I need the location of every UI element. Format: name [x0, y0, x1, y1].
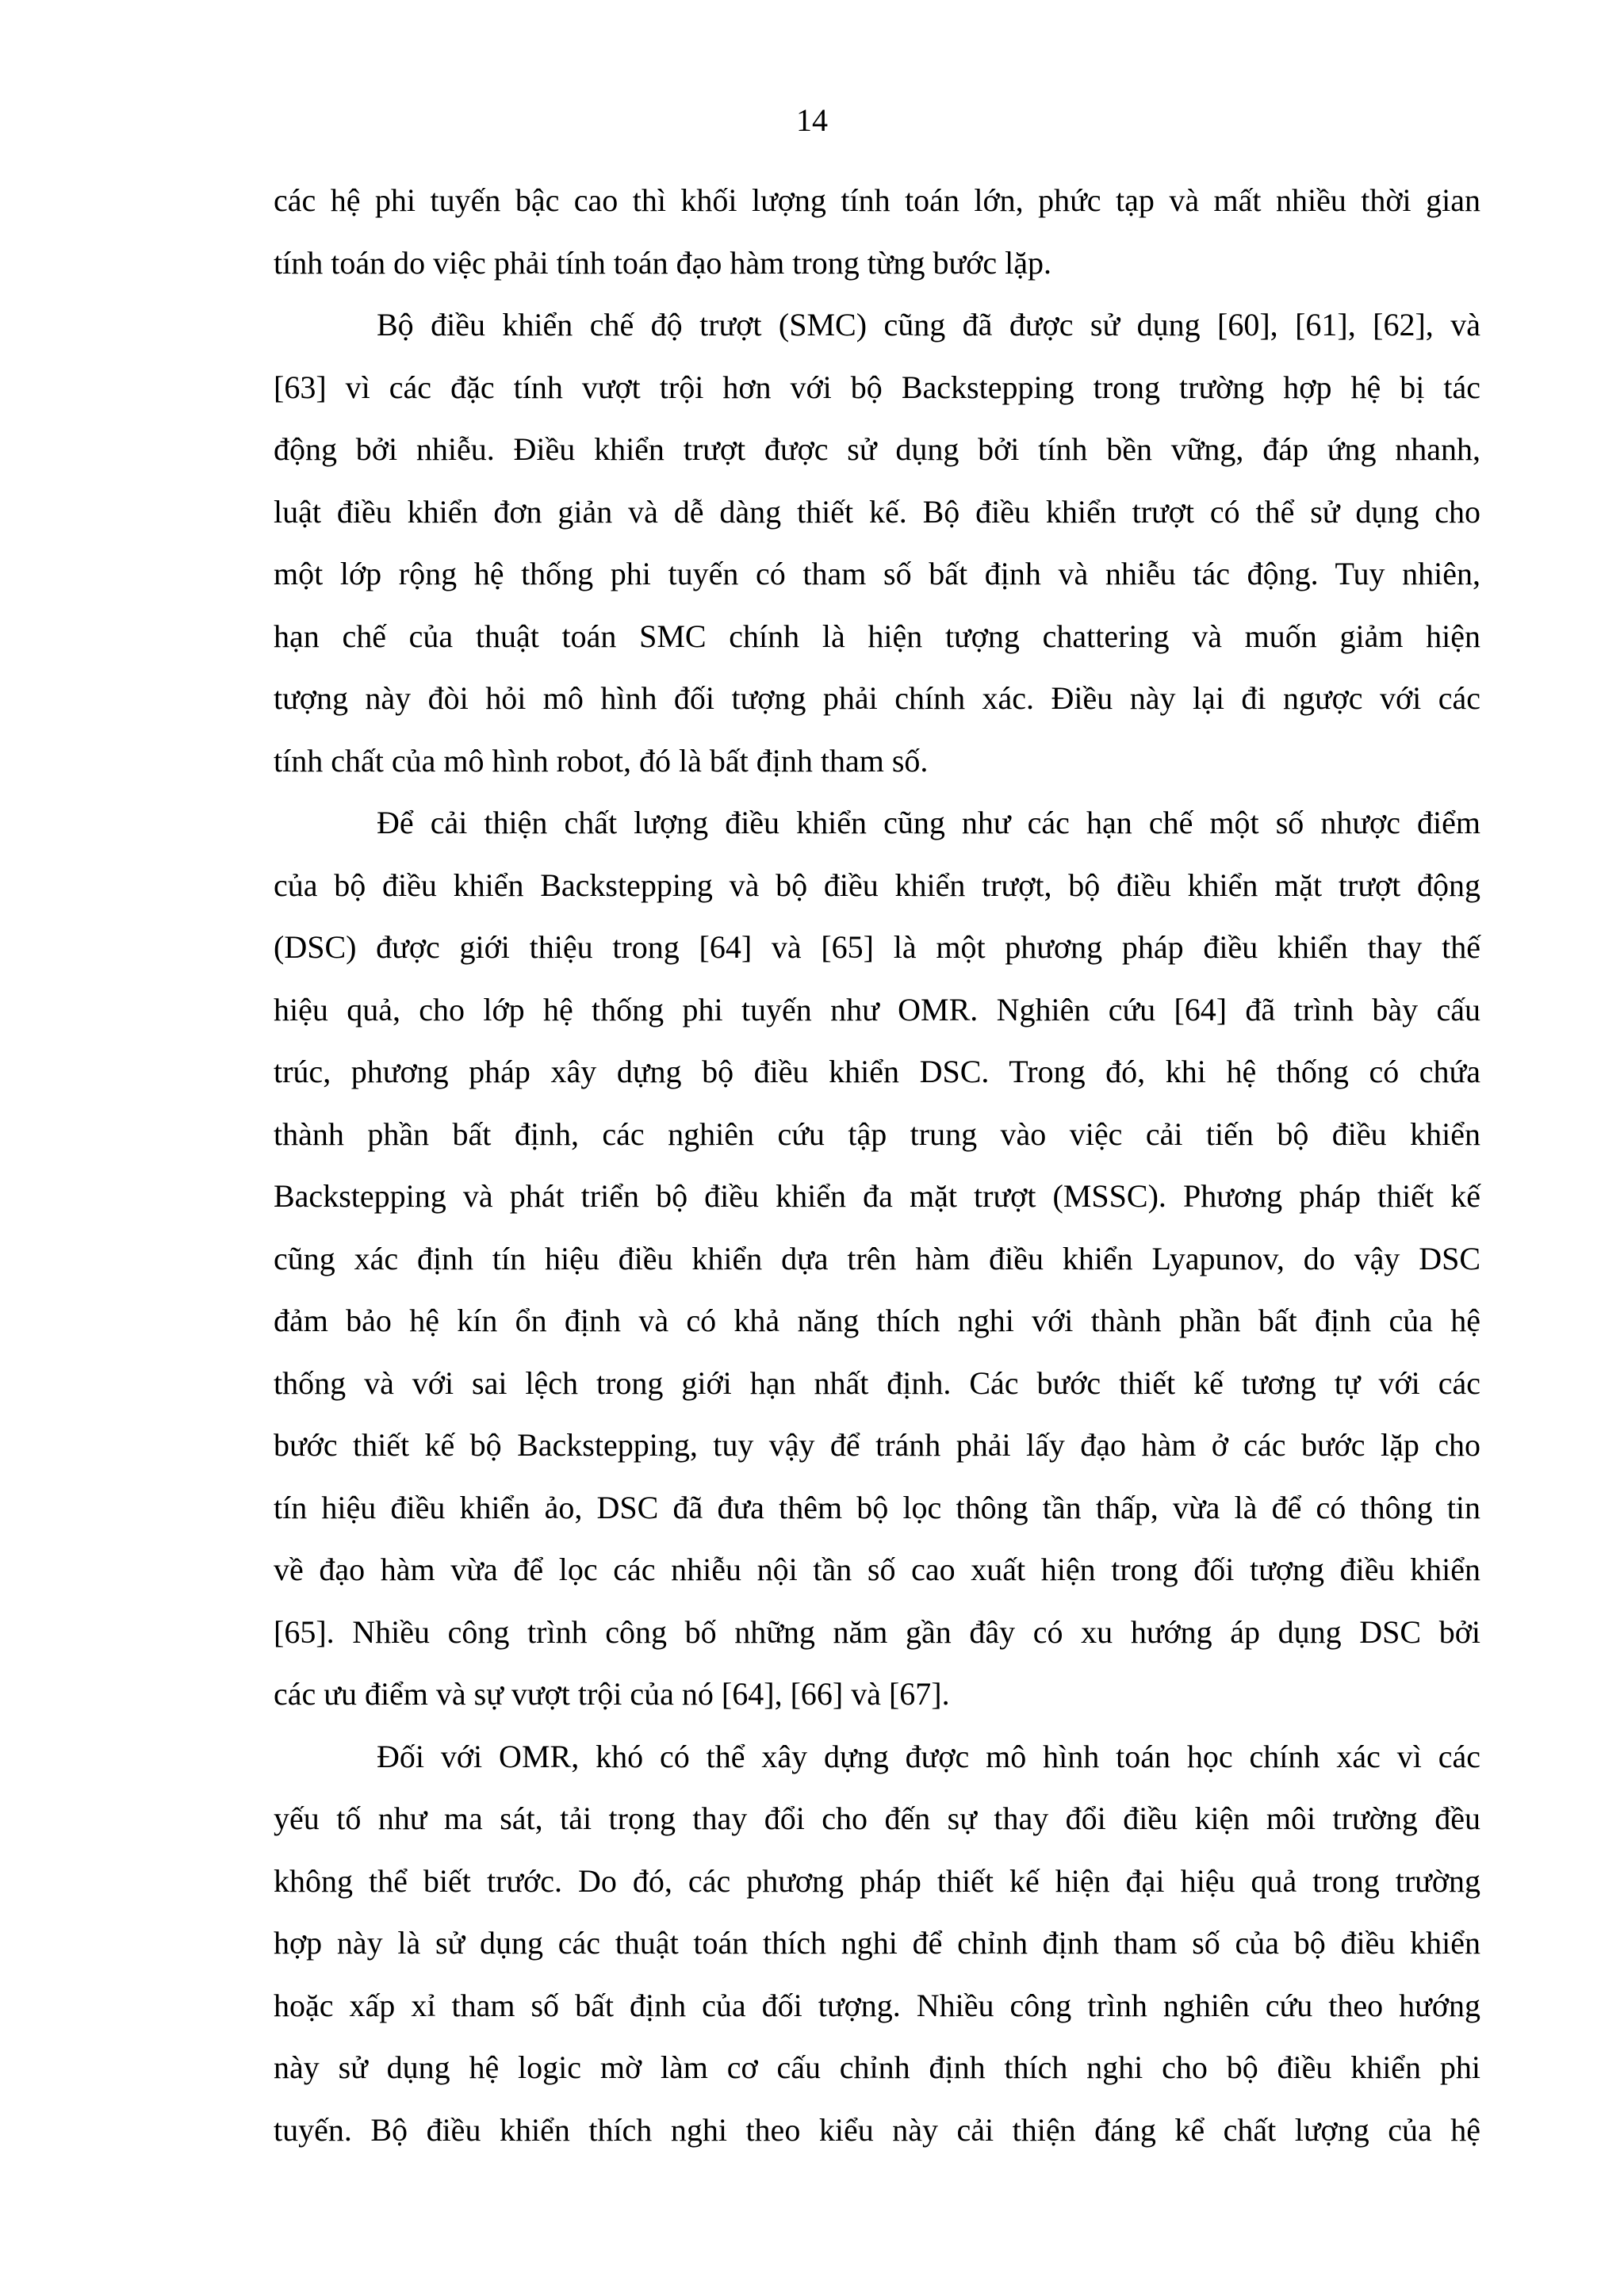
text-line: tính chất của mô hình robot, đó là bất định tham số. — [274, 742, 929, 779]
text-line: bước thiết kế bộ Backstepping, tuy vậy để tránh phải lấy đạo hàm ở các bước lặp cho — [274, 1427, 1480, 1463]
text-line: thành phần bất định, các nghiên cứu tập trung vào việc cải tiến bộ điều khiển — [274, 1115, 1480, 1152]
text-line: về đạo hàm vừa để lọc các nhiễu nội tần số cao xuất hiện trong đối tượng điều khiển — [274, 1552, 1480, 1587]
text-line: luật điều khiển đơn giản và dễ dàng thiết kế. Bộ điều khiển trượt có thể sử dụng cho — [274, 493, 1480, 530]
text-line: tính toán do việc phải tính toán đạo hàm trong từng bước lặp. — [274, 244, 1051, 281]
text-line: tượng này đòi hỏi mô hình đối tượng phải chính xác. Điều này lại đi ngược với các — [274, 680, 1480, 716]
text-line: hạn chế của thuật toán SMC chính là hiện tượng chattering và muốn giảm hiện — [274, 618, 1480, 654]
text-line: đảm bảo hệ kín ổn định và có khả năng thích nghi với thành phần bất định của hệ — [274, 1303, 1480, 1338]
text-line: tín hiệu điều khiển ảo, DSC đã đưa thêm bộ lọc thông tần thấp, vừa là để có thông tin — [274, 1489, 1480, 1525]
text-line: một lớp rộng hệ thống phi tuyến có tham số bất định và nhiễu tác động. Tuy nhiên, — [274, 556, 1480, 591]
page-number: 14 — [796, 102, 828, 138]
paragraph-first-line: Để cải thiện chất lượng điều khiển cũng như các hạn chế một số nhược điểm — [377, 805, 1480, 840]
paragraph-first-line: Bộ điều khiển chế độ trượt (SMC) cũng đã được sử dụng [60], [61], [62], và — [377, 307, 1480, 342]
text-line: hợp này là sử dụng các thuật toán thích nghi để chỉnh định tham số của bộ điều khiển — [274, 1925, 1480, 1961]
paragraph-first-line: Đối với OMR, khó có thể xây dựng được mô hình toán học chính xác vì các — [377, 1738, 1480, 1774]
text-line: của bộ điều khiển Backstepping và bộ điều khiển trượt, bộ điều khiển mặt trượt động — [274, 867, 1480, 903]
text-line: này sử dụng hệ logic mờ làm cơ cấu chỉnh định thích nghi cho bộ điều khiển phi — [274, 2049, 1480, 2085]
text-line: yếu tố như ma sát, tải trọng thay đổi cho đến sự thay đổi điều kiện môi trường đều — [274, 1800, 1480, 1836]
text-line: các hệ phi tuyến bậc cao thì khối lượng tính toán lớn, phức tạp và mất nhiều thời gian — [274, 182, 1480, 218]
text-line: cũng xác định tín hiệu điều khiển dựa trên hàm điều khiển Lyapunov, do vậy DSC — [274, 1240, 1480, 1276]
body-text — [274, 170, 1480, 2161]
text-line: [65]. Nhiều công trình công bố những năm gần đây có xu hướng áp dụng DSC bởi — [274, 1613, 1480, 1650]
text-line: động bởi nhiễu. Điều khiển trượt được sử dụng bởi tính bền vững, đáp ứng nhanh, — [274, 431, 1480, 467]
text-line: các ưu điểm và sự vượt trội của nó [64], [66] và [67]. — [274, 1676, 950, 1712]
text-line: Backstepping và phát triển bộ điều khiển đa mặt trượt (MSSC). Phương pháp thiết kế — [274, 1178, 1480, 1214]
text-line: (DSC) được giới thiệu trong [64] và [65] là một phương pháp điều khiển thay thế — [274, 929, 1480, 965]
text-line: không thể biết trước. Do đó, các phương pháp thiết kế hiện đại hiệu quả trong trường — [274, 1862, 1480, 1899]
text-line: trúc, phương pháp xây dựng bộ điều khiển DSC. Trong đó, khi hệ thống có chứa — [274, 1054, 1480, 1089]
text-line: hoặc xấp xỉ tham số bất định của đối tượng. Nhiều công trình nghiên cứu theo hướng — [274, 1987, 1480, 2023]
text-line: thống và với sai lệch trong giới hạn nhất định. Các bước thiết kế tương tự với các — [274, 1364, 1480, 1401]
text-line: hiệu quả, cho lớp hệ thống phi tuyến như OMR. Nghiên cứu [64] đã trình bày cấu — [274, 991, 1480, 1027]
text-line: tuyến. Bộ điều khiển thích nghi theo kiểu này cải thiện đáng kể chất lượng của hệ — [274, 2111, 1480, 2148]
text-line: [63] vì các đặc tính vượt trội hơn với bộ Backstepping trong trường hợp hệ bị tác — [274, 369, 1480, 405]
